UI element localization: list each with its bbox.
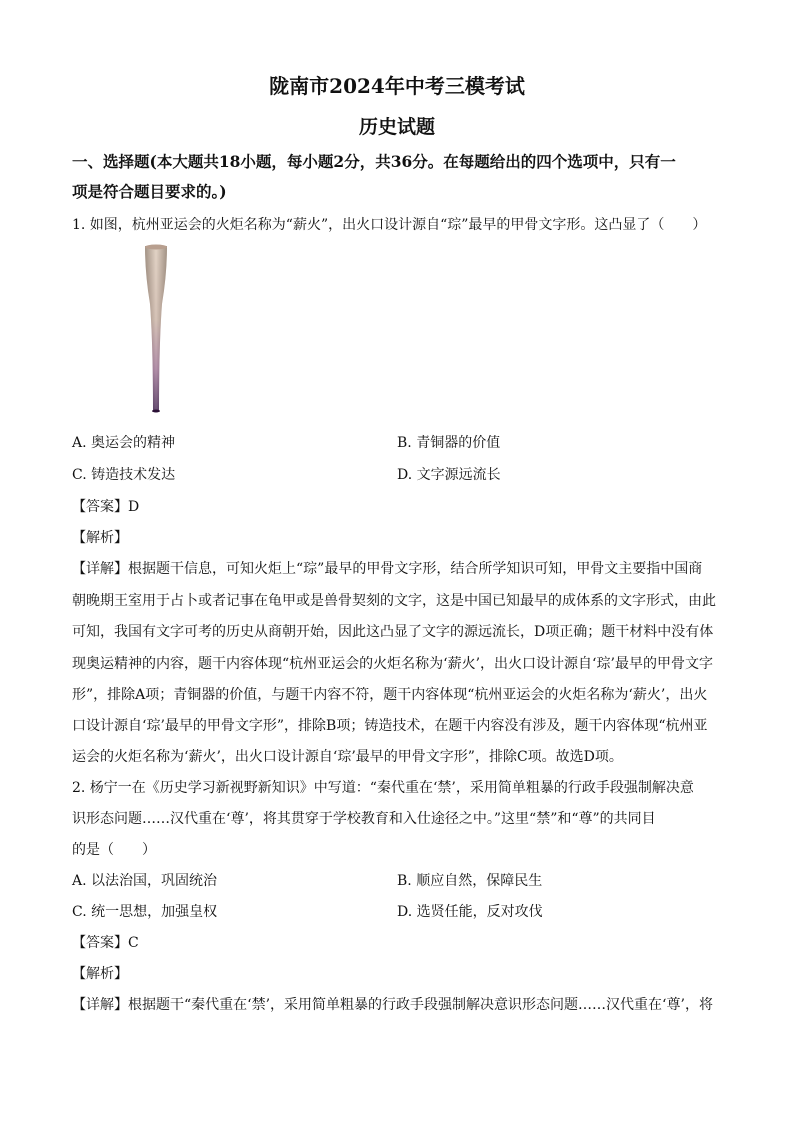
- exam-subject: 历史试题: [358, 116, 435, 138]
- q2-option-b: B. 顺应自然，保障民生: [397, 873, 543, 889]
- q1-analysis-label: 【解析】: [72, 530, 128, 546]
- q1-option-d: D. 文字源远流长: [397, 467, 501, 483]
- q2-option-c: C. 统一思想，加强皇权: [72, 904, 218, 920]
- q1-stem: 1. 如图，杭州亚运会的火炬名称为“薪火”，出火口设计源自“琮”最早的甲骨文字形。这凸显了（ ）: [72, 217, 707, 233]
- q1-detail-line: 口设计源自‘琮’最早的甲骨文字形”，排除B项；铸造技术，在题干内容没有涉及，题干内容体现“杭州亚: [72, 718, 708, 734]
- q1-option-b: B. 青铜器的价值: [397, 435, 501, 451]
- q2-stem-line: 识形态问题……汉代重在‘尊’，将其贯穿于学校教育和入仕途径之中。”这里“禁”和“尊”的共同目: [72, 811, 656, 827]
- q2-stem-line: 2. 杨宁一在《历史学习新视野新知识》中写道：“秦代重在‘禁’，采用简单粗暴的行政手段强制解决意: [72, 780, 694, 796]
- q2-detail-line: 【详解】根据题干“秦代重在‘禁’，采用简单粗暴的行政手段强制解决意识形态问题……汉代重在‘尊’，将: [72, 997, 713, 1013]
- exam-title: 陇南市2024年中考三模考试: [269, 74, 525, 98]
- q2-answer: 【答案】C: [72, 935, 139, 951]
- q1-detail-line: 朝晚期王室用于占卜或者记事在龟甲或是兽骨契刻的文字，这是中国已知最早的成体系的文字形式，由此: [72, 593, 716, 609]
- q1-detail-line: 形”，排除A项；青铜器的价值，与题干内容不符，题干内容体现“杭州亚运会的火炬名称为‘薪火’，出火: [72, 687, 708, 703]
- q1-detail-line: 运会的火炬名称为‘薪火’，出火口设计源自‘琮’最早的甲骨文字形”，排除C项。故选D项。: [72, 749, 623, 765]
- q1-option-c: C. 铸造技术发达: [72, 467, 176, 483]
- section-instructions-line2: 项是符合题目要求的。): [72, 182, 227, 201]
- q2-analysis-label: 【解析】: [72, 966, 128, 982]
- q1-option-a: A. 奥运会的精神: [72, 435, 176, 451]
- q2-stem-line: 的是（ ）: [72, 842, 156, 858]
- q1-detail-line: 可知，我国有文字可考的历史从商朝开始，因此这凸显了文字的源远流长，D项正确；题干材料中没有体: [72, 624, 714, 640]
- q2-option-a: A. 以法治国，巩固统治: [72, 873, 218, 889]
- q1-detail-line: 【详解】根据题干信息，可知火炬上“琮”最早的甲骨文字形，结合所学知识可知，甲骨文主要指中国商: [72, 561, 703, 577]
- section-instructions-line1: 一、选择题(本大题共18小题，每小题2分，共36分。在每题给出的四个选项中，只有一: [72, 152, 676, 171]
- q1-answer: 【答案】D: [72, 499, 140, 515]
- q1-detail-line: 现奥运精神的内容，题干内容体现“杭州亚运会的火炬名称为‘薪火’，出火口设计源自‘琮’最早的甲骨文字: [72, 656, 713, 672]
- q2-option-d: D. 选贤任能，反对攻伐: [397, 904, 543, 920]
- torch-image: [136, 244, 176, 416]
